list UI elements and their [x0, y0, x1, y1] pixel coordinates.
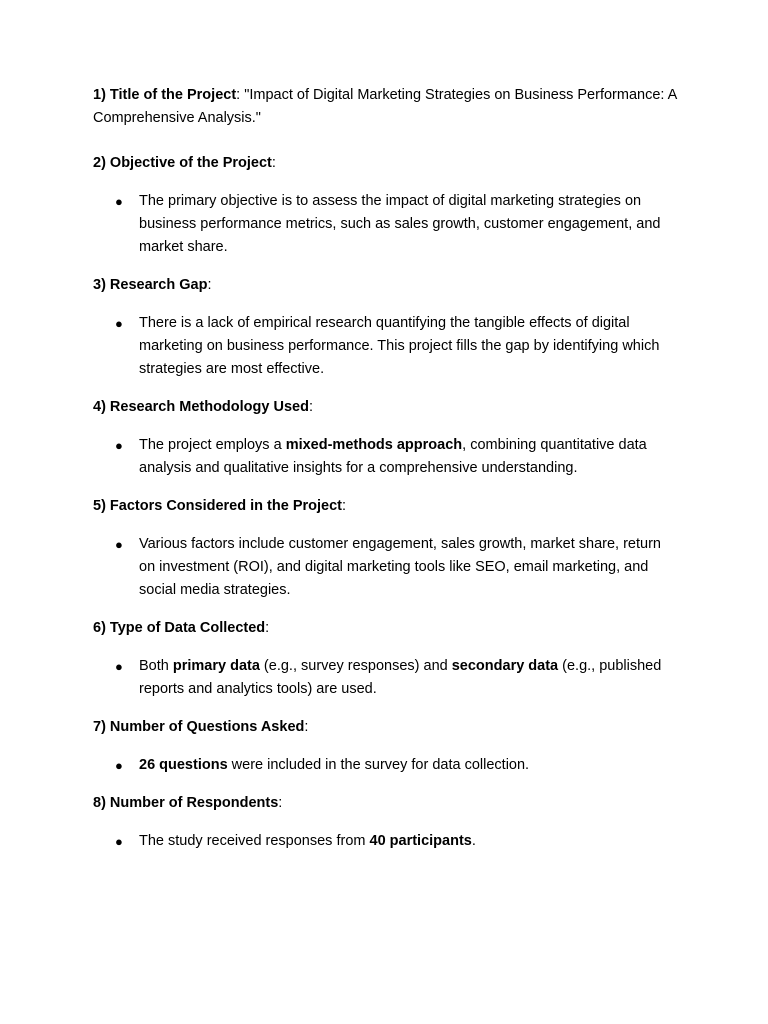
- section-heading: 8) Number of Respondents: [93, 795, 279, 811]
- bullet-icon: ●: [115, 758, 123, 773]
- section-heading: 6) Type of Data Collected: [93, 620, 266, 636]
- bullet-text: [139, 833, 476, 849]
- heading-colon: :: [265, 620, 270, 636]
- section-heading: 5) Factors Considered in the Project: [93, 498, 342, 514]
- heading-colon: :: [341, 498, 347, 514]
- section-heading: 3) Research Gap: [93, 277, 208, 293]
- section-data-type: [93, 617, 693, 640]
- bullet-text: [139, 757, 529, 773]
- bullet-text: [139, 658, 661, 697]
- heading-colon: :: [304, 719, 309, 735]
- bullet-text-part: (e.g., published reports and analytics tools) are used.: [139, 658, 662, 697]
- bullet-emphasis: 26 questions: [139, 757, 228, 773]
- bullet-emphasis: 40 participants: [369, 833, 472, 849]
- heading-colon: :: [278, 795, 283, 811]
- heading-colon: :: [207, 277, 212, 293]
- section-heading: 4) Research Methodology Used: [93, 399, 309, 415]
- section-title-of-project: [93, 84, 693, 130]
- bullet-text-part: , combining quantitative data analysis and qualitative insights for a comprehensive understanding.: [139, 437, 647, 476]
- bullet-text-part: The study received responses from: [139, 833, 370, 849]
- list-item: [93, 655, 679, 701]
- bullet-icon: ●: [115, 834, 123, 849]
- bullet-emphasis: primary data: [172, 658, 260, 674]
- list-item: [93, 533, 679, 602]
- bullet-emphasis: secondary data: [451, 658, 559, 674]
- section-heading: 2) Objective of the Project: [93, 155, 272, 171]
- heading-colon: :: [236, 87, 245, 103]
- bullet-text: [139, 437, 647, 476]
- bullet-icon: ●: [115, 659, 123, 674]
- section-methodology: [93, 396, 693, 419]
- list-item: [93, 754, 679, 777]
- list-item: [93, 830, 679, 853]
- section-objective: [93, 152, 693, 175]
- bullet-text: The primary objective is to assess the impact of digital marketing strategies on business performance metrics, such as sales growth, customer engagement, and market share.: [139, 193, 661, 255]
- section-questions: [93, 716, 693, 739]
- section-heading: 1) Title of the Project: [93, 87, 237, 103]
- list-item: [93, 312, 679, 381]
- bullet-icon: ●: [115, 194, 123, 209]
- bullet-emphasis: mixed-methods approach: [285, 437, 463, 453]
- bullet-text: Various factors include customer engagement, sales growth, market share, return on investment (ROI), and digital marketing tools like SEO, email marketing, and social media strategies.: [139, 536, 661, 598]
- section-respondents: [93, 792, 693, 815]
- bullet-icon: ●: [115, 316, 123, 331]
- document-page: [93, 84, 693, 868]
- bullet-text-part: (e.g., survey responses) and: [259, 658, 452, 674]
- bullet-text-part: .: [471, 833, 476, 849]
- section-factors: [93, 495, 693, 518]
- heading-colon: :: [308, 399, 313, 415]
- bullet-icon: ●: [115, 438, 123, 453]
- section-heading: 7) Number of Questions Asked: [93, 719, 305, 735]
- bullet-text-part: Both: [139, 658, 173, 674]
- bullet-icon: ●: [115, 537, 123, 552]
- list-item: [93, 190, 679, 259]
- bullet-text: There is a lack of empirical research quantifying the tangible effects of digital marketing on business performance. This project fills the gap by identifying which strategies are most effective.: [139, 315, 660, 377]
- list-item: [93, 434, 679, 480]
- project-title-text: "Impact of Digital Marketing Strategies on Business Performance: A Comprehensive Analysis.": [93, 87, 677, 126]
- section-research-gap: [93, 274, 693, 297]
- bullet-text-part: were included in the survey for data collection.: [227, 757, 530, 773]
- bullet-text-part: The project employs a: [139, 437, 286, 453]
- heading-colon: :: [271, 155, 276, 171]
